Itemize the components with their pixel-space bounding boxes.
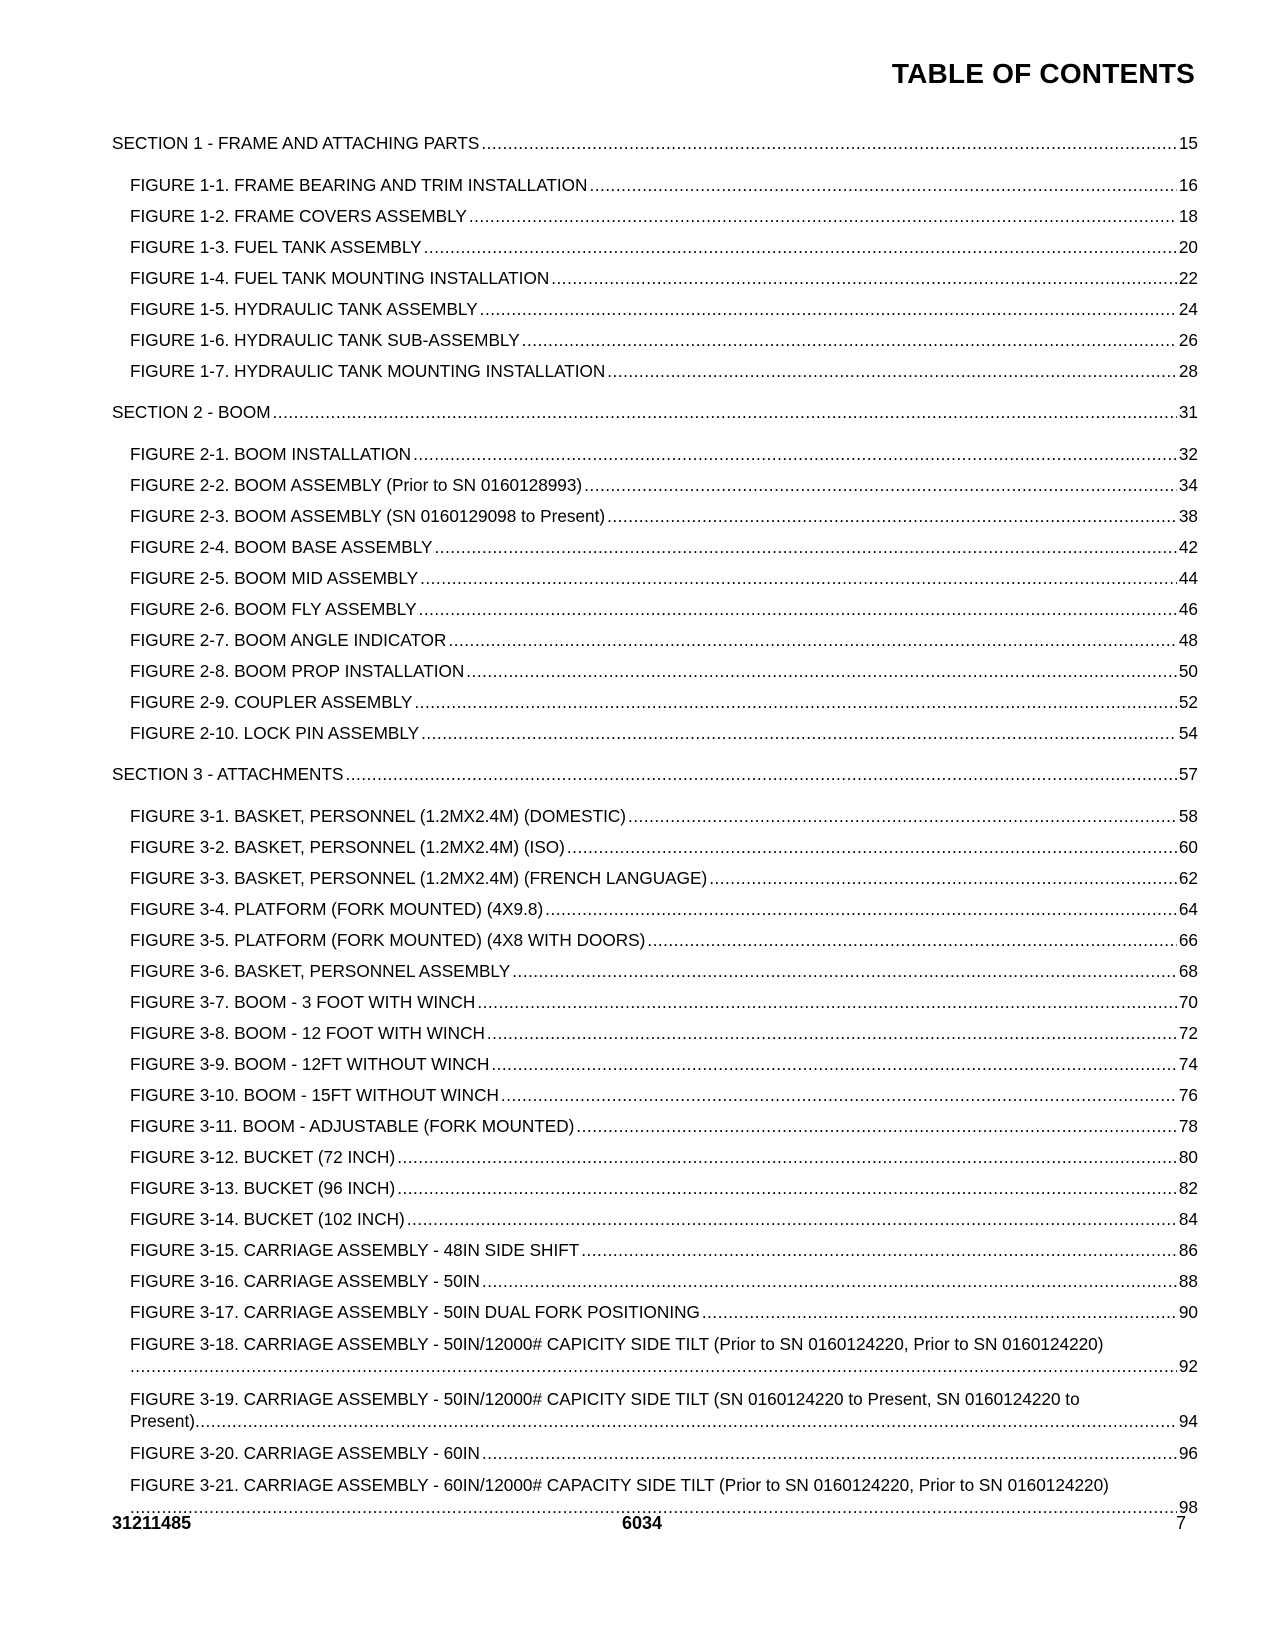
toc-figure-label: FIGURE 2-5. BOOM MID ASSEMBLY: [130, 568, 419, 588]
toc-section-label: SECTION 2 - BOOM: [112, 402, 271, 422]
toc-page-number: 72: [1178, 1023, 1198, 1043]
toc-figure-label: FIGURE 3-11. BOOM - ADJUSTABLE (FORK MOUNTED): [130, 1116, 575, 1136]
dot-leader: [581, 1240, 1177, 1260]
toc-section-3[interactable]: [112, 764, 1198, 784]
toc-figure-3-16[interactable]: [112, 1271, 1198, 1291]
dot-leader: [567, 837, 1177, 857]
dot-leader: [584, 475, 1177, 495]
toc-page-number: 15: [1178, 133, 1198, 153]
toc-figure-3-6[interactable]: [112, 961, 1198, 981]
toc-figure-label-cont: Present): [130, 1411, 195, 1431]
toc-figure-label: FIGURE 3-20. CARRIAGE ASSEMBLY - 60IN: [130, 1443, 480, 1463]
toc-page-number: 62: [1178, 868, 1198, 888]
toc-page-number: 94: [1178, 1411, 1198, 1431]
page-title: TABLE OF CONTENTS: [891, 58, 1195, 89]
toc-figure-label: FIGURE 1-1. FRAME BEARING AND TRIM INSTALLATION: [130, 175, 588, 195]
toc-figure-3-21[interactable]: [112, 1474, 1198, 1518]
toc-figure-3-8[interactable]: [112, 1023, 1198, 1043]
toc-figure-label: FIGURE 2-8. BOOM PROP INSTALLATION: [130, 661, 465, 681]
toc-figure-1-6[interactable]: [112, 330, 1198, 350]
toc-figure-3-14[interactable]: [112, 1209, 1198, 1229]
toc-figure-label: FIGURE 2-1. BOOM INSTALLATION: [130, 444, 412, 464]
dot-leader: [130, 1355, 1177, 1377]
toc-figure-2-1[interactable]: [112, 444, 1198, 464]
dot-leader: [576, 1116, 1177, 1136]
toc-page-number: 82: [1178, 1178, 1198, 1198]
dot-leader: [647, 930, 1177, 950]
dot-leader: [345, 764, 1176, 784]
page-footer: [112, 1513, 1186, 1535]
toc-figure-label: FIGURE 3-5. PLATFORM (FORK MOUNTED) (4X8 WITH DOORS): [130, 930, 646, 950]
toc-page-number: 50: [1178, 661, 1198, 681]
dot-leader: [702, 1302, 1177, 1322]
toc-page-number: 42: [1178, 537, 1198, 557]
toc-page-number: 68: [1178, 961, 1198, 981]
toc-page-number: 26: [1178, 330, 1198, 350]
toc-figure-3-7[interactable]: [112, 992, 1198, 1012]
dot-leader: [589, 175, 1176, 195]
toc-figure-label: FIGURE 3-16. CARRIAGE ASSEMBLY - 50IN: [130, 1271, 480, 1291]
toc-figure-label: FIGURE 3-1. BASKET, PERSONNEL (1.2MX2.4M) (DOMESTIC): [130, 806, 626, 826]
toc-figure-label: FIGURE 3-15. CARRIAGE ASSEMBLY - 48IN SIDE SHIFT: [130, 1240, 580, 1260]
toc-figure-2-2[interactable]: [112, 475, 1198, 495]
toc-page-number: 34: [1178, 475, 1198, 495]
toc-figure-3-17[interactable]: [112, 1302, 1198, 1322]
toc-page-number: 74: [1178, 1054, 1198, 1074]
toc-page-number: 58: [1178, 806, 1198, 826]
dot-leader: [397, 1178, 1177, 1198]
toc-figure-label: FIGURE 1-2. FRAME COVERS ASSEMBLY: [130, 206, 467, 226]
dot-leader: [709, 868, 1177, 888]
dot-leader: [195, 1410, 1177, 1432]
dot-leader: [424, 237, 1177, 257]
toc-page-number: 52: [1178, 692, 1198, 712]
toc-figure-1-2[interactable]: [112, 206, 1198, 226]
toc-figure-3-12[interactable]: [112, 1147, 1198, 1167]
dot-leader: [273, 402, 1177, 422]
toc-page-number: 78: [1178, 1116, 1198, 1136]
toc-figure-2-3[interactable]: [112, 506, 1198, 526]
toc-page-number: 46: [1178, 599, 1198, 619]
toc-figure-label: FIGURE 2-4. BOOM BASE ASSEMBLY: [130, 537, 433, 557]
toc-page-number: 32: [1178, 444, 1198, 464]
toc-page-number: 31: [1178, 402, 1198, 422]
toc-page-number: 28: [1178, 361, 1198, 381]
toc-page-number: 24: [1178, 299, 1198, 319]
toc-figure-label: FIGURE 3-6. BASKET, PERSONNEL ASSEMBLY: [130, 961, 511, 981]
toc-page-number: 90: [1178, 1302, 1198, 1322]
toc-figure-3-18[interactable]: [112, 1333, 1198, 1377]
toc-figure-label: FIGURE 3-9. BOOM - 12FT WITHOUT WINCH: [130, 1054, 490, 1074]
dot-leader: [551, 268, 1177, 288]
toc-figure-3-5[interactable]: [112, 930, 1198, 950]
toc-figure-label: FIGURE 3-10. BOOM - 15FT WITHOUT WINCH: [130, 1085, 499, 1105]
toc-figure-label: FIGURE 1-4. FUEL TANK MOUNTING INSTALLATION: [130, 268, 550, 288]
toc-figure-3-13[interactable]: [112, 1178, 1198, 1198]
toc-figure-2-10[interactable]: [112, 723, 1198, 743]
toc-page-number: 20: [1178, 237, 1198, 257]
toc-figure-3-11[interactable]: [112, 1116, 1198, 1136]
toc-figure-label: FIGURE 3-18. CARRIAGE ASSEMBLY - 50IN/12000# CAPICITY SIDE TILT (Prior to SN 0160124220, Prior to SN 0160124220): [130, 1334, 1104, 1354]
toc-page-number: 98: [1178, 1497, 1198, 1517]
dot-leader: [607, 506, 1177, 526]
toc-page-number: 80: [1178, 1147, 1198, 1167]
dot-leader: [407, 1209, 1177, 1229]
toc-figure-1-3[interactable]: [112, 237, 1198, 257]
toc-figure-2-4[interactable]: [112, 537, 1198, 557]
dot-leader: [545, 899, 1177, 919]
dot-leader: [419, 599, 1177, 619]
toc-section-2[interactable]: [112, 402, 1198, 422]
toc-page-number: 57: [1178, 764, 1198, 784]
toc-page-number: 16: [1178, 175, 1198, 195]
toc-figure-label: FIGURE 3-2. BASKET, PERSONNEL (1.2MX2.4M) (ISO): [130, 837, 565, 857]
toc-figure-3-20[interactable]: [112, 1443, 1198, 1463]
dot-leader: [482, 1271, 1177, 1291]
toc-page-number: 44: [1178, 568, 1198, 588]
toc-figure-label: FIGURE 3-4. PLATFORM (FORK MOUNTED) (4X9.8): [130, 899, 544, 919]
toc-figure-3-2[interactable]: [112, 837, 1198, 857]
toc-list: [112, 133, 1198, 1529]
toc-figure-label: FIGURE 1-6. HYDRAULIC TANK SUB-ASSEMBLY: [130, 330, 520, 350]
toc-page-number: 54: [1178, 723, 1198, 743]
dot-leader: [482, 1443, 1177, 1463]
dot-leader: [607, 361, 1177, 381]
toc-page-number: 22: [1178, 268, 1198, 288]
toc-figure-3-10[interactable]: [112, 1085, 1198, 1105]
toc-section-label: SECTION 3 - ATTACHMENTS: [112, 764, 344, 784]
dot-leader: [413, 444, 1177, 464]
toc-figure-label: FIGURE 3-7. BOOM - 3 FOOT WITH WINCH: [130, 992, 476, 1012]
dot-leader: [421, 723, 1177, 743]
toc-figure-1-7[interactable]: [112, 361, 1198, 381]
dot-leader: [420, 568, 1177, 588]
footer-page-number: 7: [1175, 1513, 1186, 1533]
toc-figure-1-4[interactable]: [112, 268, 1198, 288]
toc-figure-label: FIGURE 3-13. BUCKET (96 INCH): [130, 1178, 396, 1198]
toc-page-number: 88: [1178, 1271, 1198, 1291]
toc-figure-label: FIGURE 2-10. LOCK PIN ASSEMBLY: [130, 723, 420, 743]
toc-page-number: 66: [1178, 930, 1198, 950]
toc-section-1[interactable]: [112, 133, 1198, 153]
dot-leader: [481, 133, 1177, 153]
toc-figure-3-3[interactable]: [112, 868, 1198, 888]
toc-figure-3-1[interactable]: [112, 806, 1198, 826]
dot-leader: [414, 692, 1176, 712]
toc-figure-2-9[interactable]: [112, 692, 1198, 712]
toc-page-number: 86: [1178, 1240, 1198, 1260]
toc-page-number: 76: [1178, 1085, 1198, 1105]
dot-leader: [522, 330, 1177, 350]
toc-figure-label: FIGURE 2-3. BOOM ASSEMBLY (SN 0160129098 to Present): [130, 506, 606, 526]
dot-leader: [501, 1085, 1177, 1105]
toc-figure-3-19[interactable]: [112, 1388, 1198, 1432]
toc-page-number: 70: [1178, 992, 1198, 1012]
toc-figure-label: FIGURE 3-8. BOOM - 12 FOOT WITH WINCH: [130, 1023, 485, 1043]
toc-figure-3-15[interactable]: [112, 1240, 1198, 1260]
dot-leader: [628, 806, 1177, 826]
dot-leader: [480, 299, 1177, 319]
toc-page-number: 18: [1178, 206, 1198, 226]
dot-leader: [487, 1023, 1177, 1043]
toc-page-number: 96: [1178, 1443, 1198, 1463]
toc-figure-label: FIGURE 1-3. FUEL TANK ASSEMBLY: [130, 237, 422, 257]
toc-figure-2-5[interactable]: [112, 568, 1198, 588]
toc-page-number: 60: [1178, 837, 1198, 857]
toc-figure-2-6[interactable]: [112, 599, 1198, 619]
dot-leader: [477, 992, 1177, 1012]
dot-leader: [397, 1147, 1177, 1167]
dot-leader: [466, 661, 1177, 681]
toc-figure-1-1[interactable]: [112, 175, 1198, 195]
toc-figure-label: FIGURE 1-5. HYDRAULIC TANK ASSEMBLY: [130, 299, 478, 319]
toc-section-label: SECTION 1 - FRAME AND ATTACHING PARTS: [112, 133, 480, 153]
toc-figure-label: FIGURE 3-3. BASKET, PERSONNEL (1.2MX2.4M) (FRENCH LANGUAGE): [130, 868, 708, 888]
toc-page-number: 84: [1178, 1209, 1198, 1229]
toc-figure-2-8[interactable]: [112, 661, 1198, 681]
toc-figure-label: FIGURE 3-19. CARRIAGE ASSEMBLY - 50IN/12000# CAPICITY SIDE TILT (SN 0160124220 to Present, SN 0160124220 to: [130, 1389, 1080, 1409]
footer-model: 6034: [622, 1513, 663, 1533]
toc-page-number: 38: [1178, 506, 1198, 526]
dot-leader: [512, 961, 1177, 981]
dot-leader: [448, 630, 1176, 650]
toc-figure-label: FIGURE 2-9. COUPLER ASSEMBLY: [130, 692, 413, 712]
toc-figure-label: FIGURE 2-7. BOOM ANGLE INDICATOR: [130, 630, 447, 650]
dot-leader: [469, 206, 1177, 226]
footer-doc-number: 31211485: [112, 1513, 192, 1533]
dot-leader: [434, 537, 1176, 557]
toc-figure-label: FIGURE 1-7. HYDRAULIC TANK MOUNTING INSTALLATION: [130, 361, 606, 381]
toc-page-number: 48: [1178, 630, 1198, 650]
toc-page-number: 92: [1178, 1356, 1198, 1376]
toc-figure-label: FIGURE 2-6. BOOM FLY ASSEMBLY: [130, 599, 417, 619]
toc-figure-label: FIGURE 3-21. CARRIAGE ASSEMBLY - 60IN/12000# CAPACITY SIDE TILT (Prior to SN 0160124220, Prior to SN 0160124220): [130, 1475, 1109, 1495]
toc-page-number: 64: [1178, 899, 1198, 919]
toc-figure-label: FIGURE 3-12. BUCKET (72 INCH): [130, 1147, 396, 1167]
toc-figure-label: FIGURE 2-2. BOOM ASSEMBLY (Prior to SN 0160128993): [130, 475, 583, 495]
toc-figure-label: FIGURE 3-17. CARRIAGE ASSEMBLY - 50IN DUAL FORK POSITIONING: [130, 1302, 700, 1322]
toc-figure-label: FIGURE 3-14. BUCKET (102 INCH): [130, 1209, 405, 1229]
toc-figure-3-9[interactable]: [112, 1054, 1198, 1074]
toc-figure-1-5[interactable]: [112, 299, 1198, 319]
toc-figure-2-7[interactable]: [112, 630, 1198, 650]
toc-figure-3-4[interactable]: [112, 899, 1198, 919]
dot-leader: [491, 1054, 1177, 1074]
